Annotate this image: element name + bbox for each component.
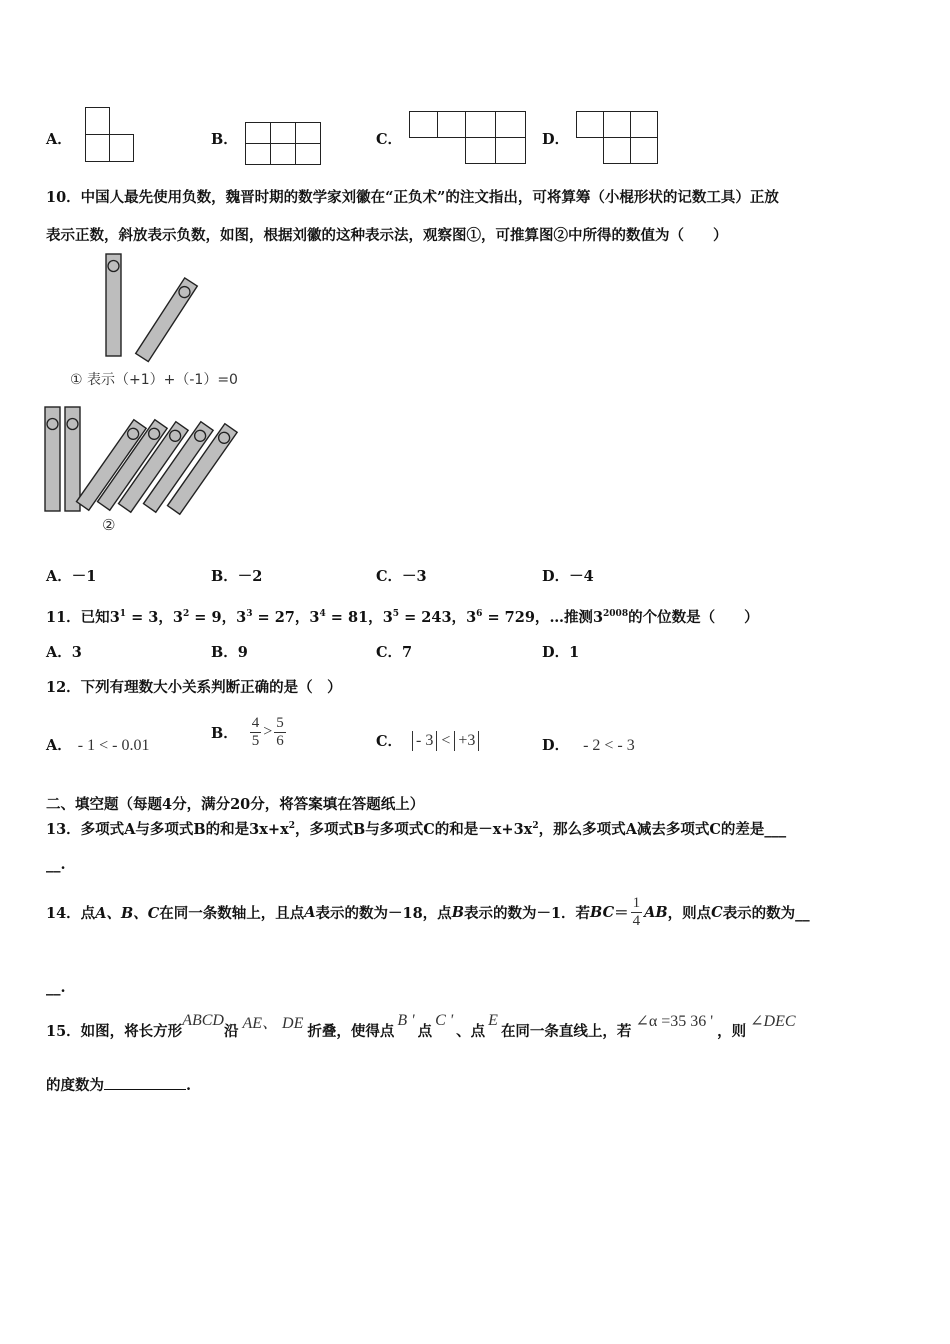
fraction: [250, 715, 262, 750]
q13-part: ，多项式B与多项式C的和是－x+3x: [294, 821, 533, 838]
option-value: 9: [237, 644, 248, 661]
q11-stem: [46, 606, 759, 627]
q9-option-b-label[interactable]: B．: [211, 131, 238, 148]
q11-prefix: 11．已知: [46, 609, 110, 626]
fraction: [631, 895, 643, 930]
option-value: －2: [237, 568, 263, 585]
q15-part: 15．如图，将长方形: [46, 1022, 183, 1040]
q9-option-a-figure: [85, 107, 135, 163]
q15-part: 在同一条直线上，若: [500, 1022, 632, 1040]
q15-angle-dec: ∠DEC: [750, 1013, 796, 1030]
term-base: 3: [172, 609, 183, 626]
section-2-title: 二、填空题（每题4分，满分20分，将答案填在答题纸上）: [46, 796, 425, 813]
q15-rect-abcd: ABCD: [182, 1012, 224, 1029]
q15-stem: [46, 1012, 796, 1048]
numerator: 5: [276, 714, 284, 731]
q9-option-a-label[interactable]: A．: [46, 131, 72, 148]
q14-part: 在同一条数轴上，且点: [159, 904, 305, 922]
rod-positive: [45, 407, 60, 511]
q14-equals: ＝: [614, 904, 629, 922]
q14-part: 表示的数为－18，点: [315, 904, 452, 922]
q9-option-c-label[interactable]: C．: [376, 131, 403, 148]
q15-fold-lines: AE、 DE: [242, 1014, 304, 1032]
q15-point-c-prime: C ': [435, 1012, 454, 1029]
q15-part: 点: [417, 1022, 433, 1040]
q14-part: 表示的数为__: [722, 904, 810, 922]
q11-option-d[interactable]: [542, 641, 579, 662]
q14-segment-ab: AB: [644, 903, 668, 921]
q15-point-b-prime: B ': [397, 1012, 415, 1029]
option-label: B．: [211, 644, 238, 661]
q10-figure-2-caption: ②: [102, 516, 116, 534]
q10-figure-1-caption: ① 表示（+1）+（-1）=0: [70, 372, 238, 388]
term-exp: 2: [182, 609, 190, 619]
q13-stem: [46, 818, 786, 839]
option-value: 3: [71, 644, 82, 661]
q15-part: .: [186, 1077, 192, 1094]
term-rhs: = 27，: [252, 609, 310, 626]
q15-part: 沿: [223, 1022, 239, 1040]
q10-option-b[interactable]: [211, 565, 262, 586]
q10-figure-2: [42, 404, 242, 516]
q9-option-d-label[interactable]: D．: [542, 131, 570, 148]
option-label: B．: [211, 724, 238, 742]
q14-stem: [46, 888, 810, 936]
option-value: －3: [402, 568, 427, 585]
q12-option-b[interactable]: [211, 708, 286, 756]
term-base: 3: [382, 609, 393, 626]
q9-option-d-figure: [576, 111, 660, 165]
q11-option-b[interactable]: [211, 641, 248, 662]
numerator: 4: [251, 714, 260, 731]
term-rhs: = 243，: [399, 609, 467, 626]
q14-part: ，则点: [667, 904, 712, 922]
q9-option-c-figure: [409, 111, 529, 165]
q15-angle-alpha: ∠α =35 36 ': [635, 1013, 714, 1030]
option-label: A．: [46, 568, 72, 585]
numerator: 1: [632, 894, 641, 911]
option-label: D．: [542, 644, 570, 661]
target-base: 3: [592, 609, 604, 626]
q10-option-d[interactable]: [542, 565, 594, 586]
q13-part: ，那么多项式A减去多项式C的差是___: [538, 821, 787, 838]
term-base: 3: [109, 609, 120, 626]
q13-part: 13．多项式A与多项式B的和是3x+x: [46, 821, 289, 838]
denominator: 4: [632, 912, 641, 929]
option-label: D．: [542, 737, 570, 754]
option-expr: - 1 < - 0.01: [77, 737, 150, 754]
q10-option-c[interactable]: [376, 565, 427, 586]
q11-mid: …推测: [549, 609, 593, 626]
q15-point-e: E: [488, 1012, 498, 1029]
q13-exp: 2: [532, 821, 539, 831]
option-label: B．: [211, 568, 238, 585]
q12-option-a[interactable]: [46, 734, 149, 755]
q14-point-a: A: [304, 903, 316, 921]
option-label: A．: [46, 644, 72, 661]
option-label: C．: [376, 733, 403, 750]
term-rhs: = 729，: [482, 609, 550, 626]
option-label: A．: [46, 737, 72, 754]
rod-positive: [65, 407, 80, 511]
term-rhs: = 9，: [189, 609, 237, 626]
operator: >: [263, 723, 273, 740]
q14-segment-bc: BC: [590, 903, 615, 921]
term-exp: 1: [119, 609, 127, 619]
q12-stem: 12．下列有理数大小关系判断正确的是（ ）: [46, 679, 342, 696]
term-base: 3: [236, 609, 247, 626]
option-label: C．: [376, 568, 403, 585]
q14-point-c: C: [711, 903, 723, 921]
q14-points: A、B、C: [95, 904, 160, 922]
term-rhs: = 3，: [126, 609, 173, 626]
term-base: 3: [309, 609, 320, 626]
q10-option-a[interactable]: [46, 565, 96, 586]
option-value: 1: [569, 644, 580, 661]
option-value: －1: [71, 568, 97, 585]
q10-stem-line1: 10．中国人最先使用负数，魏晋时期的数学家刘徽在“正负术”的注文指出，可将算筹（小棍形状的记数工具）正放: [46, 189, 779, 206]
q12-option-c[interactable]: [376, 730, 479, 751]
option-expr: - 2 < - 3: [583, 737, 635, 754]
q15-part: 折叠，使得点: [307, 1022, 395, 1040]
option-value: －4: [569, 568, 594, 585]
q13-exp: 2: [288, 821, 295, 831]
option-label: C．: [376, 644, 403, 661]
q15-answer-blank[interactable]: [104, 1077, 186, 1090]
operator: <: [441, 731, 451, 749]
rod-negative: [136, 278, 198, 362]
q12-option-d[interactable]: [542, 734, 635, 755]
abs-value-right: +3: [454, 731, 479, 751]
term-exp: 3: [246, 609, 253, 619]
option-value: 7: [402, 644, 413, 661]
q14-part: 表示的数为－1．若: [463, 904, 591, 922]
q15-answer-line: [46, 1074, 191, 1095]
q11-option-a[interactable]: [46, 641, 82, 662]
option-label: D．: [542, 568, 570, 585]
q14-answer-blank[interactable]: __.: [46, 979, 66, 996]
target-exp: 2008: [603, 609, 629, 619]
q15-part: 的度数为: [46, 1077, 104, 1094]
fraction: [274, 715, 286, 750]
q11-option-c[interactable]: [376, 641, 412, 662]
q11-suffix: 的个位数是（ ）: [628, 609, 759, 626]
q15-part: ，则: [717, 1022, 747, 1040]
q10-stem-line2: 表示正数，斜放表示负数，如图，根据刘徽的这种表示法，观察图①，可推算图②中所得的数值为（ ）: [46, 227, 728, 244]
q14-part: 14．点: [46, 904, 96, 922]
q13-answer-blank[interactable]: __.: [46, 856, 66, 873]
term-exp: 4: [319, 609, 326, 619]
denominator: 6: [276, 732, 284, 749]
rod-positive: [106, 254, 121, 356]
q15-part: 、点: [456, 1022, 486, 1040]
q9-option-b-figure: [245, 122, 323, 166]
q14-point-b: B: [451, 903, 464, 921]
term-exp: 6: [476, 609, 483, 619]
term-exp: 5: [392, 609, 400, 619]
abs-value-left: - 3: [412, 731, 437, 751]
term-rhs: = 81，: [325, 609, 383, 626]
denominator: 5: [251, 732, 260, 749]
term-base: 3: [466, 609, 477, 626]
q10-figure-1: [100, 252, 210, 370]
